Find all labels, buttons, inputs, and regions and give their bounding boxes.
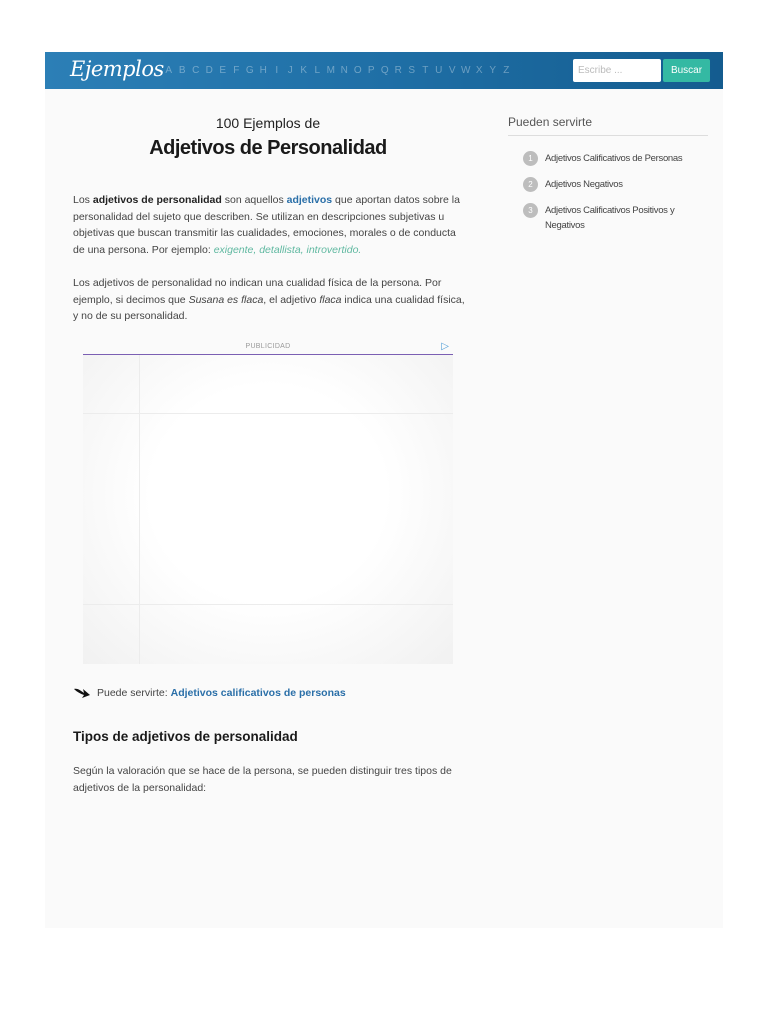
alphabet-letter-t[interactable]: T — [422, 65, 429, 76]
sidebar-list — [523, 151, 708, 233]
suggestion-prefix: Puede servirte: — [97, 687, 168, 699]
article-supertitle: 100 Ejemplos de — [215, 115, 321, 131]
text: Los — [73, 194, 93, 206]
text: son aquellos — [221, 194, 287, 206]
bold-term: adjetivos de personalidad — [92, 194, 222, 206]
article-title: Adjetivos de Personalidad — [149, 137, 387, 159]
sidebar-title: Pueden servirte — [508, 115, 708, 136]
alphabet-letter-u[interactable]: U — [435, 65, 443, 76]
alphabet-letter-f[interactable]: F — [233, 65, 240, 76]
alphabet-letter-j[interactable]: J — [287, 65, 293, 76]
sidebar-item-label[interactable]: Adjetivos Calificativos Positivos y Negativos — [545, 205, 675, 231]
intro-paragraph — [73, 192, 468, 258]
sidebar-item-label[interactable]: Adjetivos Calificativos de Personas — [545, 153, 683, 164]
suggestion-link[interactable]: Adjetivos calificativos de personas — [170, 687, 346, 699]
sidebar-item[interactable] — [523, 177, 708, 192]
ad-label: PUBLICIDAD — [245, 343, 291, 350]
site-logo[interactable]: Ejemplos — [70, 57, 164, 81]
sidebar-item[interactable] — [523, 151, 708, 166]
ad-gridline — [83, 604, 453, 605]
italic-word: flaca — [319, 293, 342, 306]
alphabet-letter-w[interactable]: W — [461, 65, 471, 76]
page-container — [45, 52, 723, 928]
item-number-badge: 2 — [523, 177, 538, 192]
ad-banner[interactable] — [83, 340, 453, 664]
alphabet-letter-n[interactable]: N — [340, 65, 348, 76]
alphabet-letter-c[interactable]: C — [192, 65, 200, 76]
ad-choices-icon[interactable]: ▷ — [441, 341, 449, 352]
item-number-badge: 1 — [523, 151, 538, 166]
second-paragraph — [73, 275, 468, 325]
ad-gridline — [139, 355, 140, 664]
site-header — [45, 52, 723, 89]
text: , el adjetivo — [263, 293, 320, 306]
alphabet-nav — [162, 65, 513, 76]
alphabet-letter-k[interactable]: K — [300, 65, 308, 76]
alphabet-letter-s[interactable]: S — [408, 65, 416, 76]
text: indica una cualidad física, y no de su personalidad. — [73, 293, 465, 322]
italic-example: Susana es flaca — [188, 293, 264, 306]
search-button[interactable]: Buscar — [663, 59, 710, 82]
ad-gridline — [83, 413, 453, 414]
alphabet-letter-i[interactable]: I — [275, 65, 279, 76]
alphabet-letter-r[interactable]: R — [394, 65, 402, 76]
alphabet-letter-a[interactable]: A — [165, 65, 173, 76]
alphabet-letter-o[interactable]: O — [353, 65, 362, 76]
alphabet-letter-y[interactable]: Y — [489, 65, 497, 76]
alphabet-letter-z[interactable]: Z — [503, 65, 510, 76]
alphabet-letter-h[interactable]: H — [259, 65, 267, 76]
alphabet-letter-d[interactable]: D — [205, 65, 213, 76]
search-input[interactable] — [573, 59, 661, 82]
text: que aportan datos sobre la personalidad del sujeto que describen. Se utilizan en descripciones subjetivas u objetivas que buscan transmitir las cualidades, emociones, morales o de conducta de una persona. Por ejemplo: — [73, 194, 460, 256]
sidebar — [508, 115, 708, 244]
alphabet-letter-q[interactable]: Q — [380, 65, 389, 76]
alphabet-letter-v[interactable]: V — [448, 65, 456, 76]
alphabet-letter-m[interactable]: M — [326, 65, 335, 76]
alphabet-letter-x[interactable]: X — [475, 65, 483, 76]
sidebar-item[interactable] — [523, 203, 708, 233]
adjetivos-link[interactable]: adjetivos — [286, 194, 333, 206]
article-header — [73, 115, 463, 160]
item-number-badge: 3 — [523, 203, 538, 218]
alphabet-letter-e[interactable]: E — [219, 65, 227, 76]
suggestion-line — [73, 686, 346, 700]
alphabet-letter-p[interactable]: P — [367, 65, 375, 76]
alphabet-letter-l[interactable]: L — [314, 65, 321, 76]
text: Los adjetivos de personalidad no indican una cualidad física de la persona. Por ejemplo, si decimos que — [73, 277, 442, 306]
alphabet-letter-g[interactable]: G — [245, 65, 254, 76]
sidebar-item-label[interactable]: Adjetivos Negativos — [545, 179, 623, 190]
section-heading: Tipos de adjetivos de personalidad — [73, 729, 298, 744]
section-paragraph: Según la valoración que se hace de la persona, se pueden distinguir tres tipos de adjetivos de la personalidad: — [73, 765, 452, 794]
curved-arrow-icon — [73, 686, 91, 700]
examples-text: exigente, detallista, introvertido. — [213, 243, 362, 256]
alphabet-letter-b[interactable]: B — [178, 65, 186, 76]
